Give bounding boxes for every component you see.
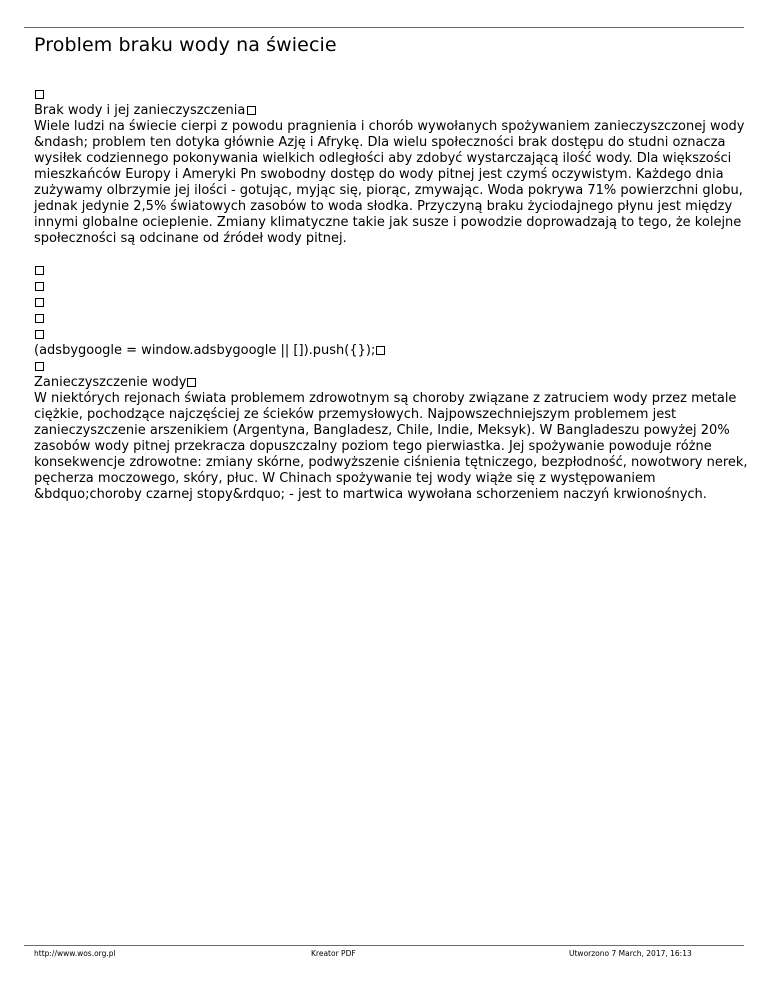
placeholder-glyph-line (34, 87, 750, 103)
section-heading: Zanieczyszczenie wody (34, 375, 187, 390)
missing-glyph-icon (35, 266, 44, 275)
footer-created-date: Utworzono 7 March, 2017, 16:13 (569, 949, 692, 958)
missing-glyph-icon (376, 346, 385, 355)
section-paragraph: Wiele ludzi na świecie cierpi z powodu pragnienia i chorób wywołanych spożywaniem zanieczyszczonej wody &ndash; problem ten dotyka głównie Azję i Afrykę. Dla wielu społeczności brak dostępu do studni oznacza wysiłek codziennego pokonywania wielkich odległości aby zdobyć wystarczającą ilość wody. Dla większości mieszkańców Europy i Ameryki Pn swobodny dostęp do wody pitnej jest czymś oczywistym. Każdego dnia zużywamy olbrzymie jej ilości - gotując, myjąc się, piorąc, zmywając. Woda pokrywa 71% powierzchni globu, jednak jedynie 2,5% światowych zasobów to woda słodka. Przyczyną braku życiodajnego płynu jest między innymi globalne ocieplenie. Zmiany klimatyczne takie jak susze i powodzie doprowadzają to tego, że kolejne społeczności są odcinane od źródeł wody pitnej. (34, 119, 745, 246)
footer-url: http://www.wos.org.pl (34, 949, 116, 958)
placeholder-glyph-line (34, 359, 750, 375)
missing-glyph-icon (247, 106, 256, 115)
paragraph-spacer (34, 247, 750, 263)
missing-glyph-icon (35, 298, 44, 307)
placeholder-glyph-line (34, 311, 750, 327)
missing-glyph-icon (35, 282, 44, 291)
document-body (34, 87, 750, 503)
section-heading-line (34, 103, 750, 119)
placeholder-glyph-line (34, 327, 750, 343)
footer-divider (24, 945, 744, 946)
page-title: Problem braku wody na świecie (34, 34, 337, 56)
section-heading: Brak wody i jej zanieczyszczenia (34, 103, 246, 118)
placeholder-glyph-line (34, 263, 750, 279)
missing-glyph-icon (187, 378, 196, 387)
script-text-line (34, 343, 750, 359)
section-heading-line (34, 375, 750, 391)
section-paragraph: W niektórych rejonach świata problemem zdrowotnym są choroby związane z zatruciem wody przez metale ciężkie, pochodzące najczęściej ze ścieków przemysłowych. Najpowszechniejszym problemem jest zanieczyszczenie arszenikiem (Argentyna, Bangladesz, Chile, Indie, Meksyk). W Bangladeszu powyżej 20% zasobów wody pitnej przekracza dopuszczalny poziom tego pierwiastka. Jej spożywanie powoduje różne konsekwencje zdrowotne: zmiany skórne, podwyższenie ciśnienia tętniczego, bezpłodność, nowotwory nerek, pęcherza moczowego, skóry, płuc. W Chinach spożywanie tej wody wiąże się z występowaniem &bdquo;choroby czarnej stopy&rdquo; - jest to martwica wywołana schorzeniem naczyń krwionośnych. (34, 391, 748, 502)
missing-glyph-icon (35, 362, 44, 371)
missing-glyph-icon (35, 90, 44, 99)
header-divider (24, 27, 744, 28)
missing-glyph-icon (35, 330, 44, 339)
placeholder-glyph-line (34, 295, 750, 311)
missing-glyph-icon (35, 314, 44, 323)
script-text: (adsbygoogle = window.adsbygoogle || []).push({}); (34, 343, 376, 358)
placeholder-glyph-line (34, 279, 750, 295)
footer-generator: Kreator PDF (311, 949, 356, 958)
